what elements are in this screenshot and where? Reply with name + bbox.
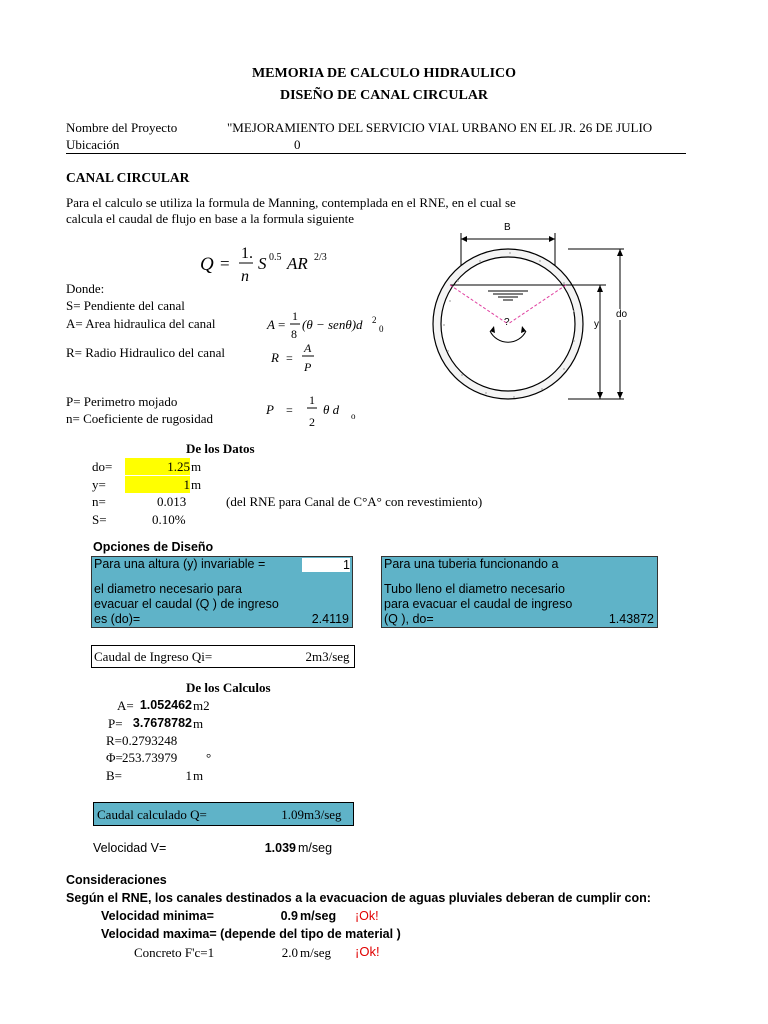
svg-text:1.: 1. bbox=[241, 245, 253, 262]
caudal-ingreso-label: Caudal de Ingreso Qi= bbox=[94, 649, 213, 664]
vmin-unit: m/seg bbox=[300, 909, 337, 923]
svg-text:1: 1 bbox=[309, 393, 315, 407]
datos-value-s: 0.10% bbox=[152, 512, 186, 527]
datos-label-y: y= bbox=[92, 477, 106, 492]
option-right-line-2: Tubo lleno el diametro necesario bbox=[384, 582, 565, 596]
option-left-line-3: evacuar el caudal (Q ) de ingreso bbox=[94, 597, 279, 611]
caudal-ingreso-unit: m3/seg bbox=[312, 649, 350, 664]
svg-text:=: = bbox=[278, 317, 286, 332]
formula-radius bbox=[270, 340, 330, 380]
svg-text:θ d: θ d bbox=[323, 402, 340, 417]
datos-label-n: n= bbox=[92, 494, 106, 509]
option-height-input[interactable]: 1 bbox=[302, 558, 350, 572]
datos-unit-do: m bbox=[191, 459, 202, 474]
circular-channel-diagram bbox=[428, 221, 648, 417]
option-fixed-height-panel bbox=[91, 556, 353, 628]
datos-label-do: do= bbox=[92, 459, 113, 474]
caudal-calculado-value: 1.09 bbox=[281, 807, 304, 822]
def-a: A= Area hidraulica del canal bbox=[66, 316, 216, 331]
option-right-line-3: para evacuar el caudal de ingreso bbox=[384, 597, 573, 611]
calc-label-p: P= bbox=[108, 716, 123, 731]
concreto-value: 2.0 bbox=[281, 945, 298, 960]
intro-line-2: calcula el caudal de flujo en base a la formula siguiente bbox=[66, 211, 355, 226]
option-left-line-1: Para una altura (y) invariable = bbox=[94, 557, 266, 571]
svg-text:o: o bbox=[351, 411, 356, 421]
caudal-ingreso-value[interactable]: 2 bbox=[305, 649, 312, 664]
caudal-ingreso-box bbox=[91, 645, 355, 668]
svg-text:S: S bbox=[258, 254, 267, 273]
donde-label: Donde: bbox=[66, 281, 105, 296]
vmin-label: Velocidad minima= bbox=[101, 909, 214, 923]
calc-unit-phi: ° bbox=[206, 750, 212, 765]
datos-input-do[interactable]: 1.25 bbox=[125, 458, 190, 475]
vmin-status: ¡Ok! bbox=[355, 909, 379, 923]
svg-text:1: 1 bbox=[292, 309, 298, 323]
def-s: S= Pendiente del canal bbox=[66, 298, 185, 313]
caudal-calculado-unit: m3/seg bbox=[304, 807, 342, 822]
location-label: Ubicación bbox=[66, 137, 120, 152]
page-title: MEMORIA DE CALCULO HIDRAULICO bbox=[251, 66, 517, 81]
calc-value-r: 0.2793248 bbox=[122, 733, 178, 748]
formula-perimeter bbox=[265, 392, 375, 436]
svg-text:2: 2 bbox=[372, 315, 377, 325]
caudal-calculado-label: Caudal calculado Q= bbox=[97, 807, 207, 822]
diagram-label-y: y bbox=[594, 319, 599, 330]
section-heading-canal: CANAL CIRCULAR bbox=[66, 170, 190, 185]
caudal-calculado-box bbox=[93, 802, 354, 826]
svg-text:(θ − senθ)d: (θ − senθ)d bbox=[302, 317, 363, 332]
svg-text:P: P bbox=[304, 360, 312, 374]
svg-text:=: = bbox=[286, 403, 293, 417]
intro-line-1: Para el calculo se utiliza la formula de Manning, contemplada en el RNE, en el cual se bbox=[66, 195, 516, 210]
calc-label-b: B= bbox=[106, 768, 123, 783]
datos-unit-y: m bbox=[191, 477, 202, 492]
def-r: R= Radio Hidraulico del canal bbox=[66, 345, 225, 360]
calc-label-phi: Φ= bbox=[106, 750, 123, 765]
calc-value-a: 1.052462 bbox=[139, 698, 192, 712]
opciones-heading: Opciones de Diseño bbox=[93, 540, 214, 554]
svg-text:=: = bbox=[220, 254, 230, 273]
svg-text:R: R bbox=[271, 350, 279, 365]
calc-unit-b: m bbox=[193, 768, 204, 783]
datos-note-n: (del RNE para Canal de C°A° con revestimiento) bbox=[226, 494, 483, 509]
svg-text:0.5: 0.5 bbox=[269, 252, 282, 263]
option-right-result: 1.43872 bbox=[608, 612, 654, 626]
diagram-label-do: do bbox=[616, 309, 628, 320]
def-p: P= Perimetro mojado bbox=[66, 394, 178, 409]
datos-heading: De los Datos bbox=[186, 441, 255, 456]
svg-text:A: A bbox=[267, 317, 275, 332]
option-left-result: 2.4119 bbox=[311, 612, 349, 626]
vmin-value: 0.9 bbox=[280, 909, 298, 923]
datos-value-n: 0.013 bbox=[157, 494, 187, 509]
concreto-unit: m/seg bbox=[300, 945, 332, 960]
concreto-status: ¡Ok! bbox=[355, 944, 380, 959]
svg-text:P: P bbox=[266, 402, 274, 417]
datos-input-y[interactable]: 1 bbox=[125, 476, 190, 493]
option-full-pipe-panel bbox=[381, 556, 658, 628]
project-name-value: "MEJORAMIENTO DEL SERVICIO VIAL URBANO EN EL JR. 26 DE JULIO bbox=[227, 120, 653, 135]
calc-unit-p: m bbox=[193, 716, 204, 731]
location-value: 0 bbox=[294, 137, 301, 152]
calc-label-r: R= bbox=[106, 733, 123, 748]
svg-text:8: 8 bbox=[291, 327, 297, 341]
calc-value-p: 3.7678782 bbox=[132, 716, 192, 730]
svg-text:0: 0 bbox=[379, 324, 384, 334]
calculos-heading: De los Calculos bbox=[186, 680, 271, 695]
diagram-label-theta: ? bbox=[504, 317, 510, 328]
velocidad-unit: m/seg bbox=[298, 841, 333, 855]
svg-text:AR: AR bbox=[287, 254, 308, 273]
svg-text:2/3: 2/3 bbox=[314, 252, 327, 263]
consideraciones-heading: Consideraciones bbox=[66, 873, 167, 887]
calc-value-b: 1 bbox=[185, 768, 192, 783]
velocidad-value: 1.039 bbox=[264, 841, 296, 855]
svg-text:A: A bbox=[304, 341, 312, 355]
svg-text:=: = bbox=[286, 351, 293, 365]
datos-label-s: S= bbox=[92, 512, 107, 527]
calc-label-a: A= bbox=[117, 698, 134, 713]
vmax-label: Velocidad maxima= (depende del tipo de material ) bbox=[101, 927, 401, 941]
consideraciones-line-1: Según el RNE, los canales destinados a la evacuacion de aguas pluviales deberan de cumplir con: bbox=[66, 891, 651, 905]
page-subtitle: DISEÑO DE CANAL CIRCULAR bbox=[279, 88, 489, 103]
svg-text:n: n bbox=[241, 268, 249, 285]
header-divider bbox=[66, 153, 686, 154]
option-right-line-4: (Q ), do= bbox=[384, 612, 434, 626]
option-right-line-1: Para una tuberia funcionando a bbox=[384, 557, 559, 571]
option-left-line-4: es (do)= bbox=[94, 612, 141, 626]
velocidad-label: Velocidad V= bbox=[93, 841, 167, 855]
svg-text:2: 2 bbox=[309, 415, 315, 429]
svg-text:Q: Q bbox=[200, 254, 214, 275]
option-left-line-2: el diametro necesario para bbox=[94, 582, 242, 596]
project-name-label: Nombre del Proyecto bbox=[66, 120, 178, 135]
def-n: n= Coeficiente de rugosidad bbox=[66, 411, 214, 426]
diagram-label-b: B bbox=[504, 222, 511, 233]
calc-value-phi: 253.73979 bbox=[122, 750, 178, 765]
concreto-label: Concreto F'c=1 bbox=[134, 945, 215, 960]
calc-unit-a: m2 bbox=[193, 698, 210, 713]
manning-formula bbox=[196, 238, 346, 286]
